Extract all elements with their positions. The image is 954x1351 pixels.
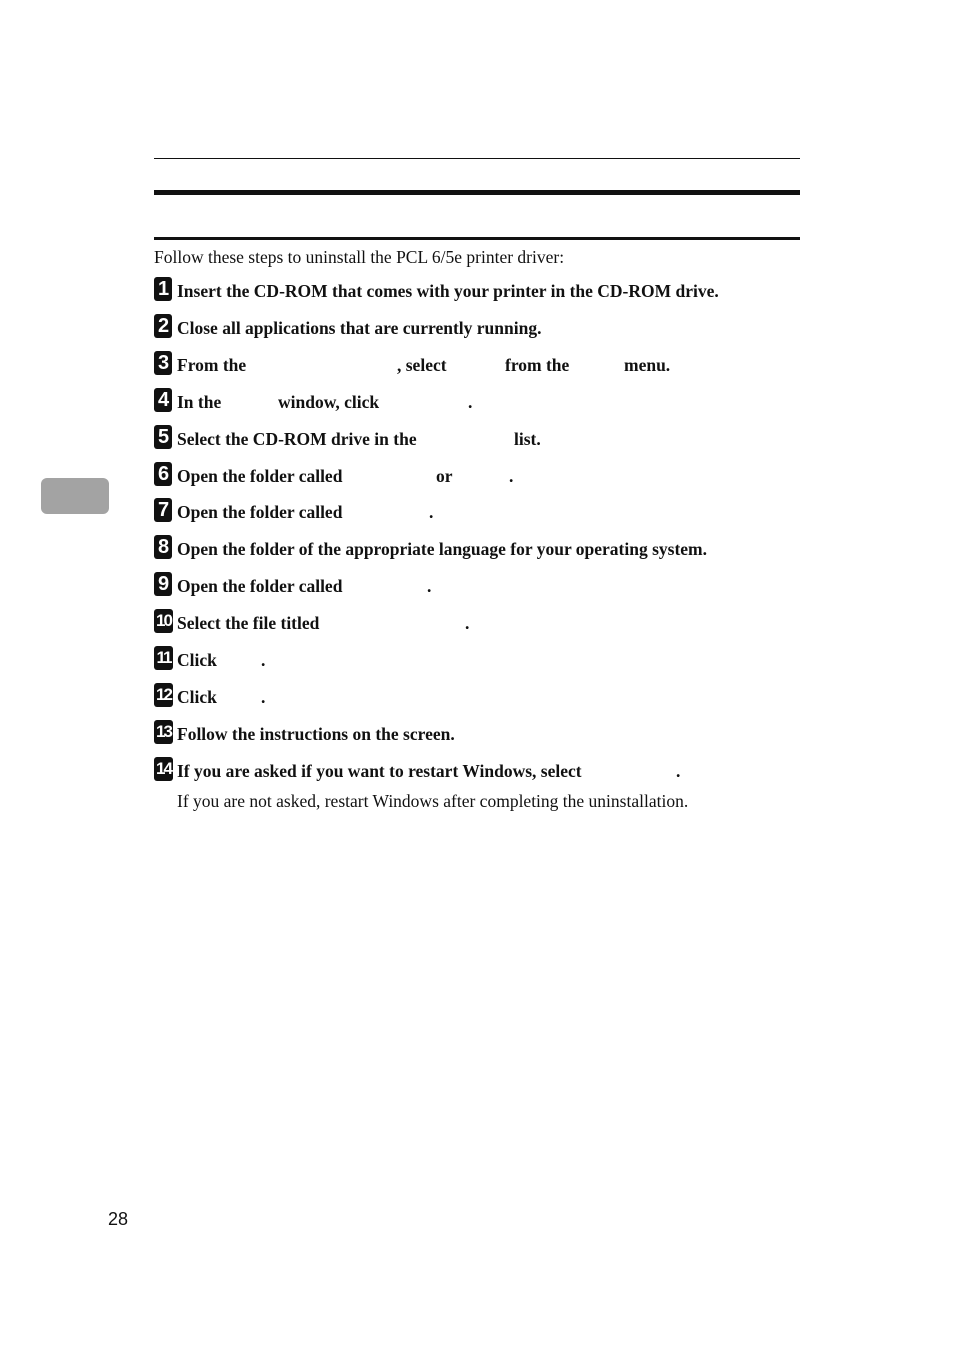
step-text-part: , select: [397, 355, 447, 375]
step-number-badge: 4: [154, 388, 172, 412]
header-rule-thick: [154, 190, 800, 195]
section-rule: [154, 237, 800, 240]
step-number-badge: 6: [154, 462, 172, 486]
step-number-badge: 13: [154, 720, 173, 744]
step-text-part: menu.: [624, 355, 671, 375]
step-text-part: .: [468, 392, 473, 412]
step-text-part: If you are asked if you want to restart Windows, select: [177, 761, 582, 781]
step-text-part: Select the file titled: [177, 613, 320, 633]
step-number-badge: 9: [154, 572, 172, 596]
step-text-part: list.: [514, 429, 541, 449]
step-text-part: .: [429, 502, 434, 522]
step-text-part: Close all applications that are currently running.: [177, 318, 542, 338]
step-number-badge: 2: [154, 314, 172, 338]
step-number-badge: 8: [154, 535, 172, 559]
step-text-part: .: [261, 650, 266, 670]
step-text-part: .: [509, 466, 514, 486]
step-number-badge: 3: [154, 351, 172, 375]
step-number-badge: 12: [154, 683, 173, 707]
step-text-part: or: [436, 466, 453, 486]
step-text-part: .: [676, 761, 681, 781]
intro-text: Follow these steps to uninstall the PCL 6/5e printer driver:: [154, 247, 565, 267]
chapter-side-tab: [41, 478, 109, 514]
step-text-part: From the: [177, 355, 247, 375]
step-text-part: Select the CD-ROM drive in the: [177, 429, 417, 449]
step-number-badge: 14: [154, 757, 173, 781]
step-text-part: Follow the instructions on the screen.: [177, 724, 455, 744]
step-number-badge: 10: [154, 609, 173, 633]
step-text-part: Open the folder called: [177, 466, 343, 486]
step-text-part: .: [427, 576, 432, 596]
step-text-part: Click: [177, 650, 217, 670]
step-number-badge: 1: [154, 277, 172, 301]
step-text-part: Open the folder called: [177, 576, 343, 596]
step-text-part: In the: [177, 392, 222, 412]
step-number-badge: 5: [154, 425, 172, 449]
page-number: 28: [108, 1209, 129, 1229]
step-number-badge: 11: [154, 646, 173, 670]
step-14-note: If you are not asked, restart Windows after completing the uninstallation.: [177, 791, 689, 811]
step-text-part: Open the folder of the appropriate language for your operating system.: [177, 539, 708, 559]
step-text-part: .: [465, 613, 470, 633]
step-text-part: window, click: [278, 392, 380, 412]
step-text-part: Click: [177, 687, 217, 707]
step-text-part: from the: [505, 355, 570, 375]
step-text-part: Insert the CD-ROM that comes with your printer in the CD-ROM drive.: [177, 281, 719, 301]
step-text-part: Open the folder called: [177, 502, 343, 522]
header-rule-thin: [154, 158, 800, 159]
step-text-part: .: [261, 687, 266, 707]
step-number-badge: 7: [154, 498, 172, 522]
